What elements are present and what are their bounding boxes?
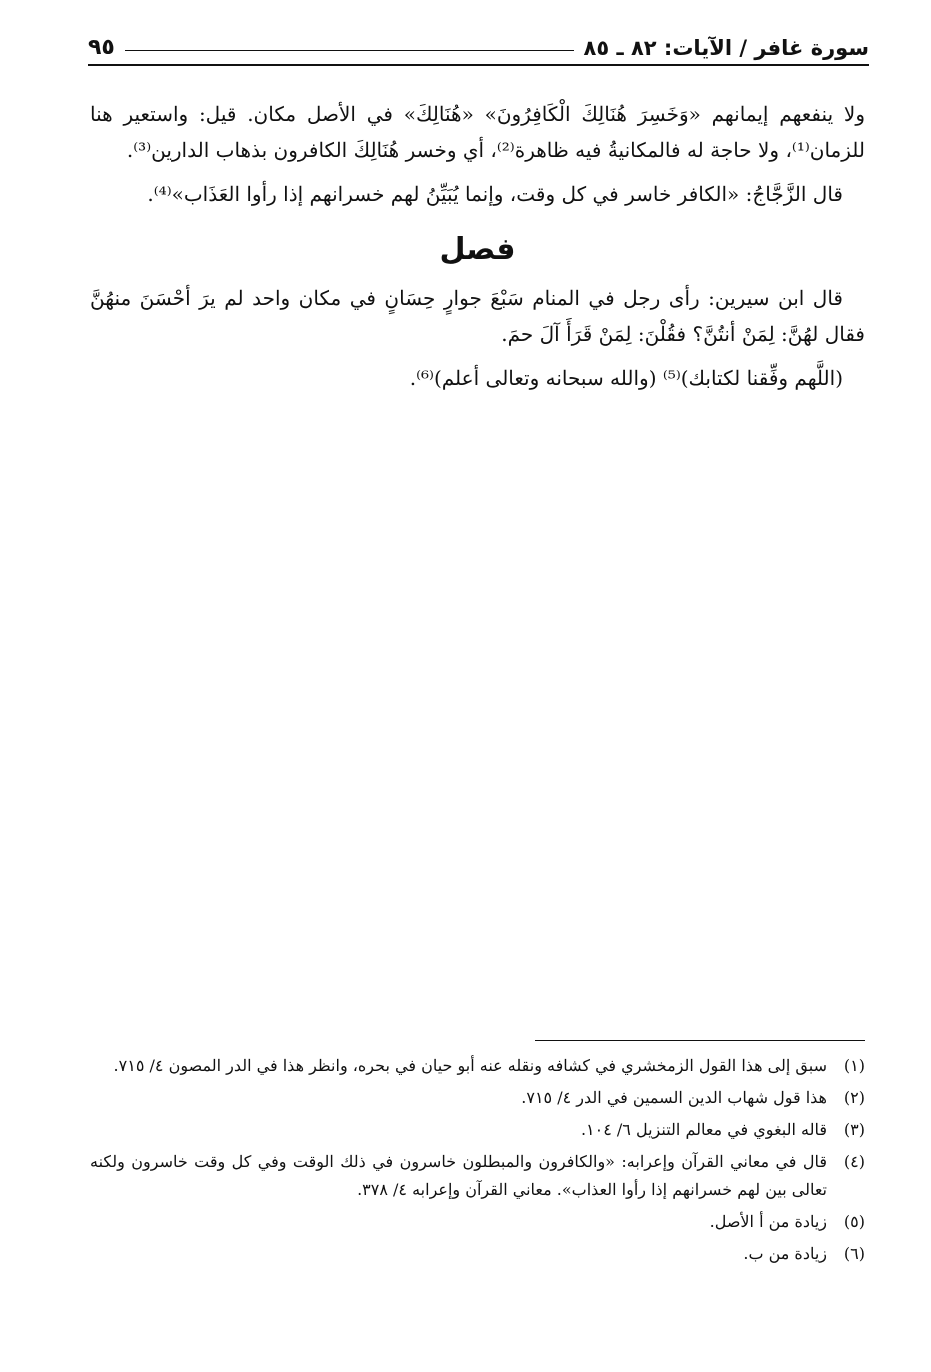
- paragraph: قال ابن سيرين: رأى رجل في المنام سَبْعَ جوارٍ حِسَانٍ في مكان واحد لم يرَ أحْسَنَ منهُنَّ فقال لهُنَّ: لِمَنْ أنتُنَّ؟ فقُلْنَ: لِمَنْ قَرَأَ آلَ حمَ.: [90, 286, 865, 346]
- footnote-text: هذا قول شهاب الدين السمين في الدر ٤/ ٧١٥.: [521, 1088, 827, 1107]
- paragraph: ولا ينفعهم إيمانهم «وَخَسِرَ هُنَالِكَ الْكَافِرُونَ» «هُنَالِكَ» في الأصل مكان. قيل: واستعير هنا للزمان⁽¹⁾، ولا حاجة له فالمكانيةُ فيه ظاهرة⁽²⁾، أي وخسر هُنَالِكَ الكافرون بذهاب الدارين⁽³⁾.: [90, 102, 865, 162]
- footnote: [90, 1240, 865, 1268]
- main-text: [90, 96, 865, 404]
- paragraph: قال الزَّجَّاجُ: «الكافر خاسر في كل وقت، وإنما يُبَيِّنُ لهم خسرانهم إذا رأوا العَذَاب»⁽⁴⁾.: [147, 182, 843, 206]
- section-heading: فصل: [439, 232, 516, 267]
- header-rule: [125, 50, 574, 51]
- footnote-text: قال في معاني القرآن وإعرابه: «والكافرون والمبطلون خاسرون في ذلك الوقت وفي كل وقت خاسرون ولكنه تعالى بين لهم خسرانهم إذا رأوا العذاب». معاني القرآن وإعرابه ٤/ ٣٧٨.: [90, 1152, 827, 1199]
- footnote-number: (٥): [843, 1212, 865, 1231]
- footnote-number: (١): [843, 1056, 865, 1075]
- footnote-text: قاله البغوي في معالم التنزيل ٦/ ١٠٤.: [580, 1120, 827, 1139]
- surah-title: سورة غافر / الآيات: ٨٢ ـ ٨٥: [583, 36, 869, 60]
- footnote: [90, 1208, 865, 1236]
- running-header: [88, 30, 869, 66]
- footnote: [90, 1116, 865, 1144]
- footnote-text: سبق إلى هذا القول الزمخشري في كشافه ونقله عنه أبو حيان في بحره، وانظر هذا في الدر المصون ٤/ ٧١٥.: [113, 1056, 827, 1075]
- page-number: ٩٥: [88, 35, 115, 60]
- footnote: [90, 1084, 865, 1112]
- footnote: [90, 1148, 865, 1204]
- footnote: [90, 1052, 865, 1080]
- footnote-separator: [535, 1040, 865, 1041]
- footnote-number: (٦): [843, 1244, 865, 1263]
- footnote-text: زيادة من أ الأصل.: [709, 1212, 827, 1231]
- footnote-number: (٤): [843, 1152, 865, 1171]
- footnote-number: (٣): [843, 1120, 865, 1139]
- footnote-text: زيادة من ب.: [743, 1244, 827, 1263]
- footnote-number: (٢): [843, 1088, 865, 1107]
- paragraph: (اللَّهم وفِّقنا لكتابك)⁽⁵⁾ (والله سبحانه وتعالى أعلم)⁽⁶⁾.: [409, 366, 843, 390]
- footnotes: [90, 1052, 865, 1272]
